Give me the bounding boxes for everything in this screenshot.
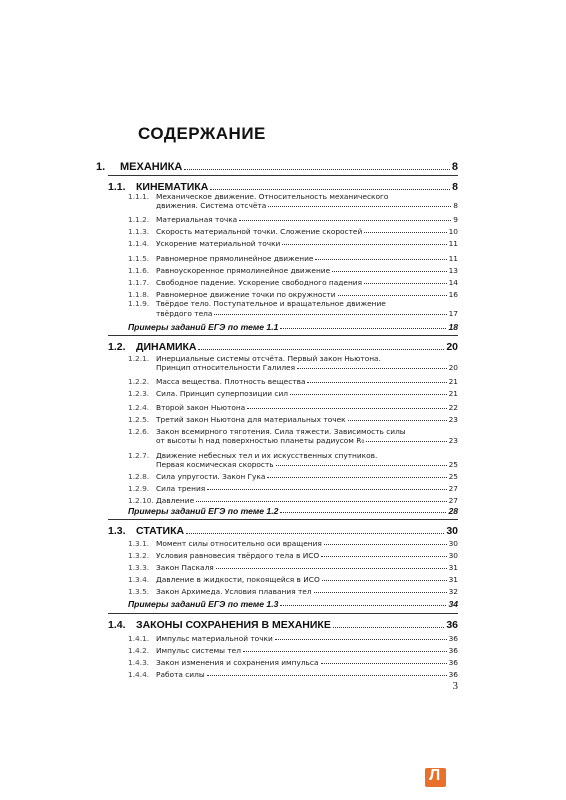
toc-number: 1.1.3. (128, 227, 150, 236)
toc-title: Равноускоренное прямолинейное движение (156, 266, 331, 275)
toc-row (96, 201, 458, 210)
toc-page-number: 30 (448, 551, 458, 560)
dot-leader (290, 394, 447, 395)
toc-title: Примеры заданий ЕГЭ по теме 1.2 (128, 506, 279, 516)
toc-title: Примеры заданий ЕГЭ по теме 1.1 (128, 322, 279, 332)
toc-page-number: 36 (448, 634, 458, 643)
toc-number: 1.1.4. (128, 239, 150, 248)
toc-row (96, 403, 458, 412)
toc-number: 1. (96, 161, 106, 173)
dot-leader (348, 420, 447, 421)
dot-leader (321, 556, 446, 557)
toc-row (96, 427, 458, 436)
dot-leader (332, 271, 446, 272)
toc-number: 1.2.5. (128, 415, 150, 424)
toc-page-number: 20 (448, 363, 458, 372)
toc-title: Принцип относительности Галилея (156, 363, 296, 372)
publisher-logo (425, 768, 446, 787)
toc-page-number: 8 (451, 161, 458, 173)
toc-row (96, 563, 458, 572)
toc-page-number: 20 (446, 341, 458, 353)
toc-number: 1.1.1. (128, 192, 150, 201)
toc-title: Механическое движение. Относительность механического (156, 192, 389, 201)
toc-title: Закон всемирного тяготения. Сила тяжести. Зависимость силы (156, 427, 406, 436)
dot-leader (321, 663, 447, 664)
toc-number: 1.4. (108, 619, 126, 631)
dot-leader (275, 639, 447, 640)
toc-row (96, 266, 458, 275)
toc-row (96, 389, 458, 398)
toc-page-number: 30 (446, 525, 458, 537)
toc-row (96, 161, 458, 173)
toc-title: Закон Паскаля (156, 563, 214, 572)
toc-page-number: 28 (448, 506, 458, 516)
logo-letter: Л (429, 767, 441, 784)
page-number: 3 (452, 680, 458, 692)
toc-number: 1.4.2. (128, 646, 150, 655)
dot-leader (333, 627, 444, 628)
toc-title: Закон Архимеда. Условия плавания тел (156, 587, 312, 596)
toc-row (96, 227, 458, 236)
toc-number: 1.3.2. (128, 551, 150, 560)
toc-number: 1.4.1. (128, 634, 150, 643)
dot-leader (267, 477, 446, 478)
toc-title: Примеры заданий ЕГЭ по теме 1.3 (128, 599, 279, 609)
toc-row (96, 551, 458, 560)
toc-title: Движение небесных тел и их искусственных спутников. (156, 451, 378, 460)
toc-number: 1.1. (108, 181, 126, 193)
toc-title: Скорость материальной точки. Сложение скоростей (156, 227, 363, 236)
dot-leader (268, 206, 451, 207)
toc-title: Ускорение материальной точки (156, 239, 281, 248)
dot-leader (210, 189, 450, 190)
toc-page-number: 31 (448, 563, 458, 572)
toc-number: 1.2.2. (128, 377, 150, 386)
toc-examples-row (96, 599, 458, 609)
toc-row (96, 670, 458, 679)
toc-row (96, 363, 458, 372)
toc-row (96, 460, 458, 469)
toc-row (96, 278, 458, 287)
toc-title: Второй закон Ньютона (156, 403, 246, 412)
toc-number: 1.4.4. (128, 670, 150, 679)
toc-page-number: 36 (448, 646, 458, 655)
toc-title: ДИНАМИКА (136, 341, 197, 353)
toc-page-number: 27 (448, 484, 458, 493)
toc-row (96, 575, 458, 584)
toc-examples-row (96, 322, 458, 332)
dot-leader (364, 232, 446, 233)
dot-leader (196, 501, 446, 502)
toc-title: КИНЕМАТИКА (136, 181, 209, 193)
toc-row (96, 377, 458, 386)
toc-number: 1.1.8. (128, 290, 150, 299)
toc-page-number: 36 (448, 658, 458, 667)
toc-page-number: 21 (448, 377, 458, 386)
toc-number: 1.2.6. (128, 427, 150, 436)
toc-page-number: 23 (448, 436, 458, 445)
toc-row (96, 341, 458, 353)
toc-page-number: 30 (448, 539, 458, 548)
toc-row (96, 436, 458, 445)
toc-row (96, 472, 458, 481)
toc-title: Условия равновесия твёрдого тела в ИСО (156, 551, 320, 560)
dot-leader (364, 283, 447, 284)
toc-title: Закон изменения и сохранения импульса (156, 658, 319, 667)
toc-page-number: 25 (448, 460, 458, 469)
toc-page-number: 17 (448, 309, 458, 318)
toc-number: 1.2.9. (128, 484, 150, 493)
toc-row (96, 415, 458, 424)
dot-leader (276, 465, 447, 466)
toc-row (96, 634, 458, 643)
dot-leader (280, 512, 446, 513)
toc-title: Твёрдое тело. Поступательное и вращательное движение (156, 299, 386, 308)
toc-number: 1.3.1. (128, 539, 150, 548)
dot-leader (207, 675, 447, 676)
toc-page-number: 32 (448, 587, 458, 596)
toc-row (96, 192, 458, 201)
dot-leader (315, 259, 446, 260)
toc-number: 1.2.10. (128, 496, 154, 505)
toc-title: Равномерное движение точки по окружности (156, 290, 336, 299)
toc-title: Свободное падение. Ускорение свободного падения (156, 278, 363, 287)
toc-page-number: 8 (452, 181, 458, 193)
toc-page-number: 34 (448, 599, 458, 609)
dot-leader (184, 169, 450, 170)
toc-title: Третий закон Ньютона для материальных точек (156, 415, 346, 424)
toc-row (96, 451, 458, 460)
dot-leader (297, 368, 447, 369)
dot-leader (198, 349, 444, 350)
toc-title: Инерциальные системы отсчёта. Первый закон Ньютона. (156, 354, 381, 363)
toc-number: 1.1.9. (128, 299, 150, 308)
toc-row (96, 496, 458, 505)
toc-page-number: 10 (448, 227, 458, 236)
section-divider (108, 519, 458, 520)
toc-page-number: 16 (448, 290, 458, 299)
toc-page-number: 11 (448, 239, 458, 248)
dot-leader (324, 544, 447, 545)
toc-page-number: 31 (448, 575, 458, 584)
toc-title: Давление в жидкости, покоящейся в ИСО (156, 575, 320, 584)
toc-page-number: 25 (448, 472, 458, 481)
toc-number: 1.2.3. (128, 389, 150, 398)
toc-page-number: 14 (448, 278, 458, 287)
toc-row (96, 658, 458, 667)
dot-leader (216, 568, 447, 569)
toc-number: 1.3.5. (128, 587, 150, 596)
toc-page-number: 36 (446, 619, 458, 631)
toc-title: Давление (156, 496, 195, 505)
toc-row (96, 587, 458, 596)
dot-leader (307, 382, 446, 383)
toc-page-number: 23 (448, 415, 458, 424)
toc-row (96, 254, 458, 263)
toc-title: твёрдого тела (156, 309, 213, 318)
toc-title: Масса вещества. Плотность вещества (156, 377, 306, 386)
toc-row (96, 354, 458, 363)
toc-page-number: 13 (448, 266, 458, 275)
toc-row (96, 299, 458, 308)
toc-row (96, 239, 458, 248)
toc-title: СТАТИКА (136, 525, 185, 537)
toc-title: Равномерное прямолинейное движение (156, 254, 314, 263)
dot-leader (366, 441, 446, 442)
toc-page-number: 27 (448, 496, 458, 505)
toc-title: Сила. Принцип суперпозиции сил (156, 389, 288, 398)
toc-number: 1.3. (108, 525, 126, 537)
section-divider (108, 335, 458, 336)
toc-title: от высоты h над поверхностью планеты радиусом R₀ (156, 436, 365, 445)
toc-row (96, 539, 458, 548)
toc-page-number: 8 (453, 201, 458, 210)
toc-title: Импульс материальной точки (156, 634, 273, 643)
toc-page-number: 21 (448, 389, 458, 398)
toc-title: Материальная точка (156, 215, 238, 224)
toc-page-number: 22 (448, 403, 458, 412)
toc-row (96, 309, 458, 318)
toc-page-number: 18 (448, 322, 458, 332)
toc-number: 1.1.6. (128, 266, 150, 275)
toc-number: 1.2.4. (128, 403, 150, 412)
toc-page-number: 36 (448, 670, 458, 679)
section-divider (108, 613, 458, 614)
toc-title: Сила упругости. Закон Гука (156, 472, 266, 481)
toc-number: 1.4.3. (128, 658, 150, 667)
dot-leader (314, 592, 447, 593)
toc-row (96, 646, 458, 655)
toc-title: движения. Система отсчёта (156, 201, 267, 210)
dot-leader (338, 295, 447, 296)
toc-number: 1.3.3. (128, 563, 150, 572)
toc-title: Работа силы (156, 670, 205, 679)
page-title: СОДЕРЖАНИЕ (138, 124, 266, 143)
toc-examples-row (96, 506, 458, 516)
dot-leader (207, 489, 446, 490)
dot-leader (280, 605, 446, 606)
section-divider (108, 175, 458, 176)
toc-row (96, 215, 458, 224)
toc-number: 1.2.1. (128, 354, 150, 363)
toc-number: 1.2. (108, 341, 126, 353)
toc-page-number: 9 (453, 215, 458, 224)
toc-number: 1.2.8. (128, 472, 150, 481)
dot-leader (322, 580, 447, 581)
toc-number: 1.1.7. (128, 278, 150, 287)
toc-title: ЗАКОНЫ СОХРАНЕНИЯ В МЕХАНИКЕ (136, 619, 331, 631)
dot-leader (239, 220, 451, 221)
toc-number: 1.1.2. (128, 215, 150, 224)
toc-number: 1.1.5. (128, 254, 150, 263)
dot-leader (243, 651, 447, 652)
toc-title: Сила трения (156, 484, 206, 493)
toc-number: 1.2.7. (128, 451, 150, 460)
dot-leader (282, 244, 446, 245)
dot-leader (247, 408, 446, 409)
dot-leader (214, 314, 446, 315)
toc-row (96, 619, 458, 631)
toc-title: МЕХАНИКА (120, 161, 183, 173)
toc-row (96, 484, 458, 493)
toc-number: 1.3.4. (128, 575, 150, 584)
dot-leader (186, 533, 444, 534)
toc-title: Импульс системы тел (156, 646, 241, 655)
dot-leader (280, 328, 446, 329)
toc-page-number: 11 (448, 254, 458, 263)
toc-title: Первая космическая скорость (156, 460, 274, 469)
toc-row (96, 525, 458, 537)
toc-title: Момент силы относительно оси вращения (156, 539, 322, 548)
toc-row (96, 290, 458, 299)
